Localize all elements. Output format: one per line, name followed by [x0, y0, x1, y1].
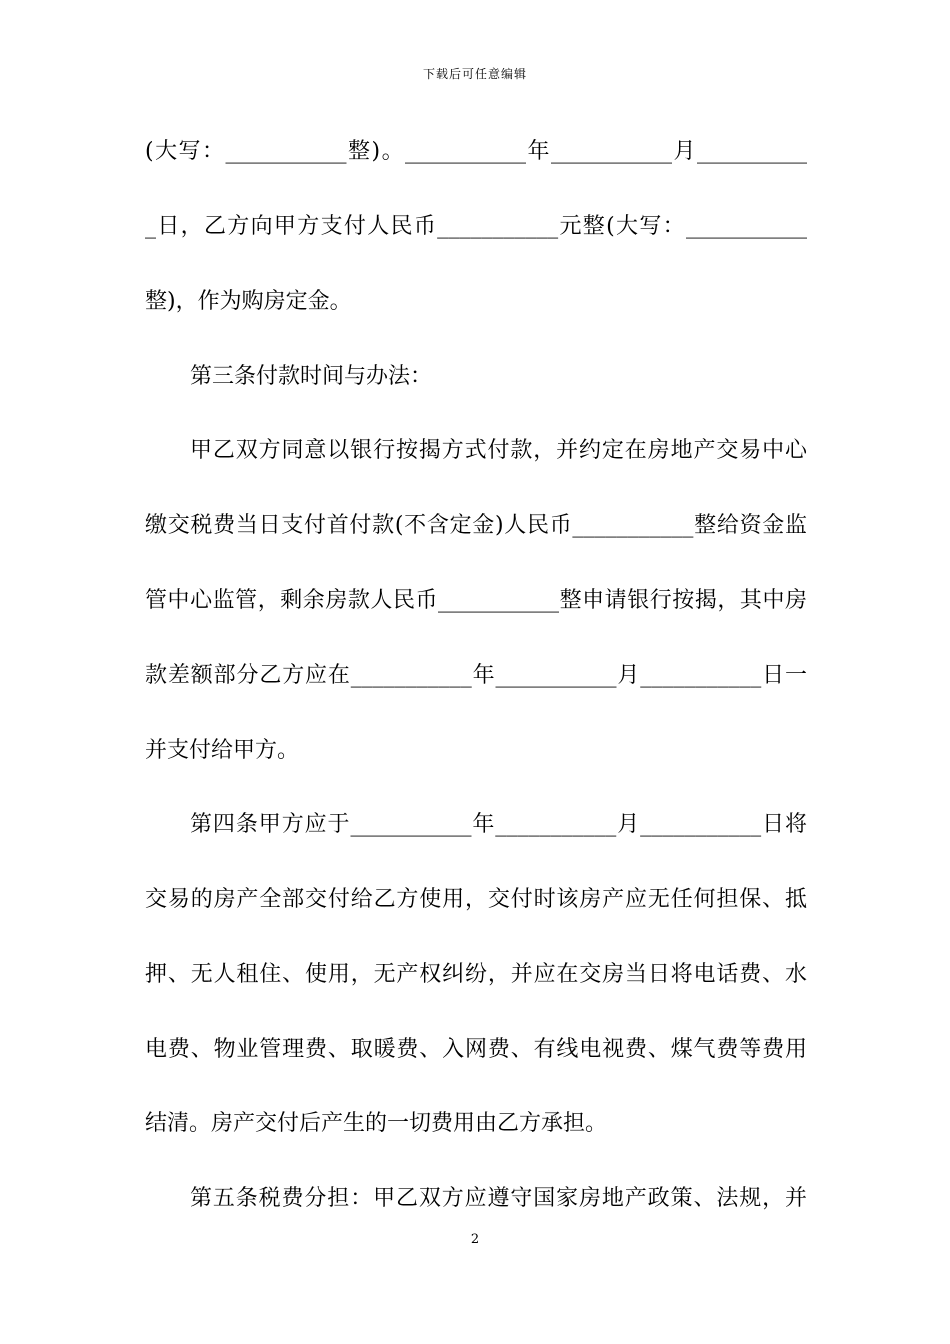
text-line: (大写：___________整)。___________年___________月__________ [145, 139, 807, 164]
text-line: 电费、物业管理费、取暖费、入网费、有线电视费、煤气费等费用 [145, 1037, 807, 1062]
text-line: 并支付给甲方。 [145, 738, 300, 763]
text-line: 交易的房产全部交付给乙方使用，交付时该房产应无任何担保、抵 [145, 887, 807, 912]
article-heading: 第四条甲方应于___________年___________月___________日将 [190, 812, 807, 837]
article-heading: 第五条税费分担：甲乙双方应遵守国家房地产政策、法规，并 [190, 1186, 807, 1211]
text-line: _日，乙方向甲方支付人民币___________元整(大写：___________ [145, 214, 807, 239]
text-line: 押、无人租住、使用，无产权纠纷，并应在交房当日将电话费、水 [145, 962, 807, 987]
text-line: 缴交税费当日支付首付款(不含定金)人民币___________整给资金监 [145, 513, 807, 538]
text-line: 整)，作为购房定金。 [145, 289, 352, 314]
text-line: 管中心监管，剩余房款人民币___________整申请银行按揭，其中房 [145, 588, 807, 613]
text-line: 结清。房产交付后产生的一切费用由乙方承担。 [145, 1111, 608, 1136]
page-header: 下载后可任意编辑 [422, 67, 527, 81]
text-line: 款差额部分乙方应在___________年___________月___________日一 [145, 663, 807, 688]
page-number: 2 [470, 1232, 480, 1247]
article-heading: 第三条付款时间与办法： [190, 364, 433, 389]
text-line: 甲乙双方同意以银行按揭方式付款，并约定在房地产交易中心 [190, 438, 807, 463]
